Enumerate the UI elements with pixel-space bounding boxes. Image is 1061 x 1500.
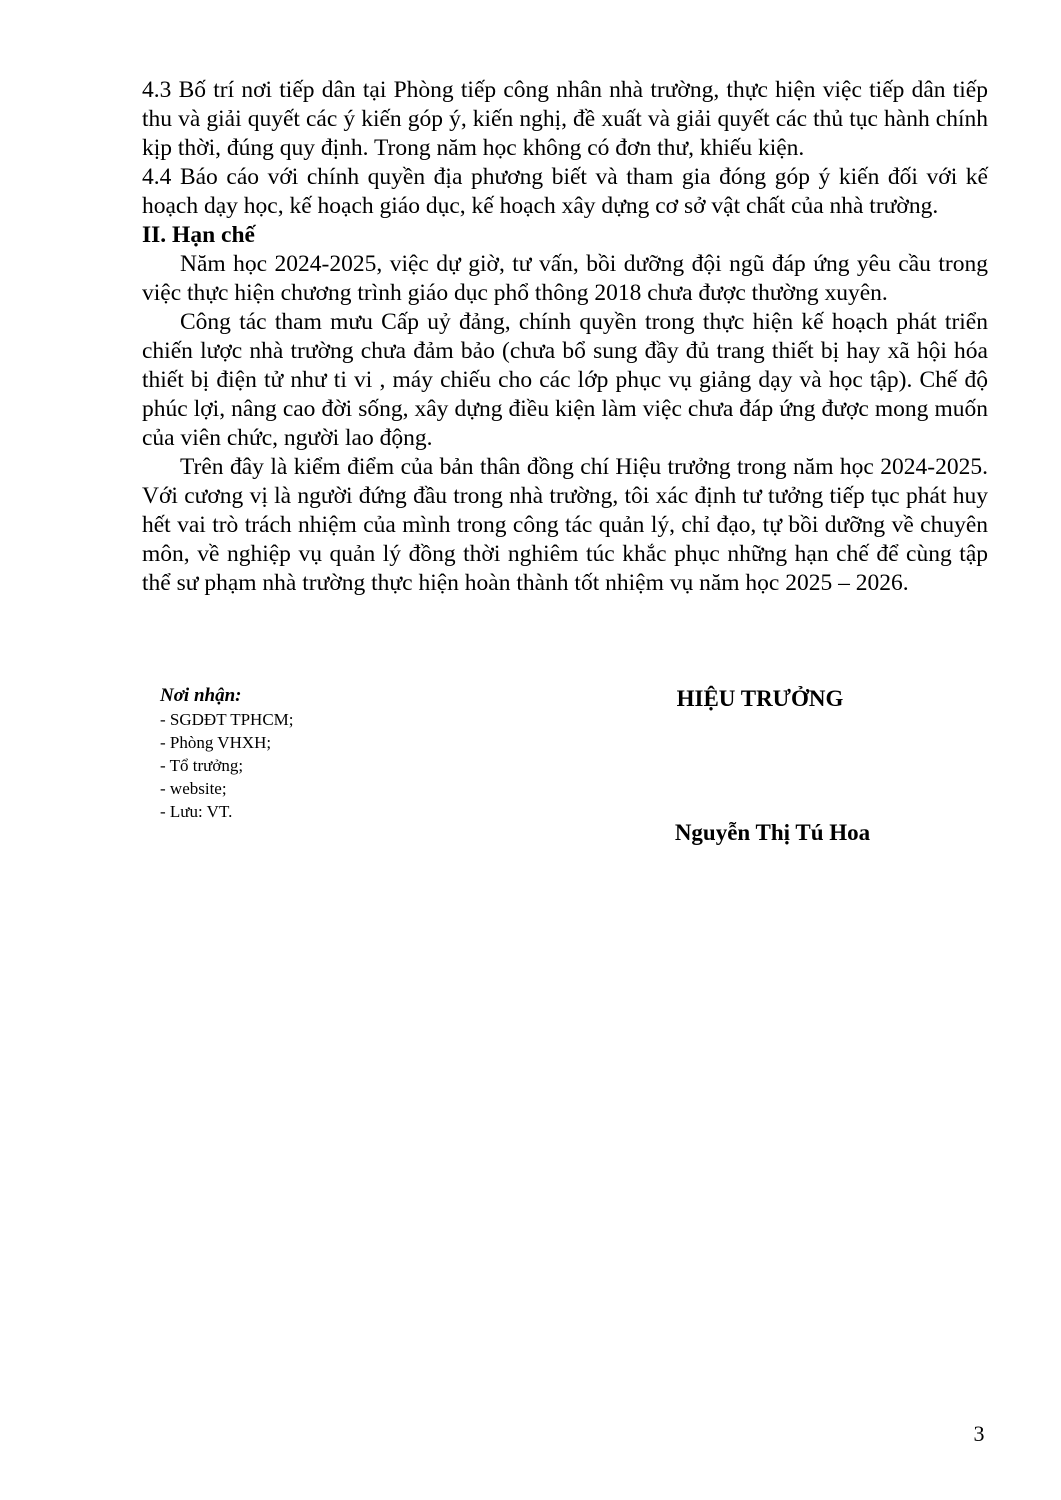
limitation-paragraph-1: Năm học 2024-2025, việc dự giờ, tư vấn, bồi dưỡng đội ngũ đáp ứng yêu cầu trong việc thực hiện chương trình giáo dục phổ thông 2018 chưa được thường xuyên. (142, 251, 988, 306)
paragraph-4-4: 4.4 Báo cáo với chính quyền địa phương biết và tham gia đóng góp ý kiến đối với kế hoạch dạy học, kế hoạch giáo dục, kế hoạch xây dựng cơ sở vật chất của nhà trường. (142, 164, 988, 219)
recipient-item: - Phòng VHXH; (160, 733, 272, 752)
paragraph-4-3: 4.3 Bố trí nơi tiếp dân tại Phòng tiếp công nhân nhà trường, thực hiện việc tiếp dân tiếp thu và giải quyết các ý kiến góp ý, kiến nghị, đề xuất và giải quyết các thủ tục hành chính kịp thời, đúng quy định. Trong năm học không có đơn thư, khiếu kiện. (142, 77, 988, 161)
section-heading-limitations: II. Hạn chế (142, 222, 255, 248)
recipients-block (160, 684, 480, 823)
signer-name: Nguyễn Thị Tú Hoa (674, 820, 871, 845)
limitation-paragraph-2: Công tác tham mưu Cấp uỷ đảng, chính quyền trong thực hiện kế hoạch phát triển chiến lược nhà trường chưa đảm bảo (chưa bổ sung đầy đủ trang thiết bị hay xã hội hóa thiết bị điện tử như ti vi , máy chiếu cho các lớp phục vụ giảng dạy và học tập). Chế độ phúc lợi, nâng cao đời sống, xây dựng điều kiện làm việc chưa đáp ứng được mong muốn của viên chức, người lao động. (142, 309, 988, 451)
recipient-item: - SGDĐT TPHCM; (160, 710, 294, 729)
recipients-label: Nơi nhận: (160, 685, 242, 706)
recipient-item: - Lưu: VT. (160, 802, 233, 821)
document-body (142, 76, 988, 598)
recipient-item: - Tổ trưởng; (160, 756, 244, 775)
recipient-item: - website; (160, 779, 227, 798)
conclusion-paragraph: Trên đây là kiểm điểm của bản thân đồng chí Hiệu trưởng trong năm học 2024-2025. Với cương vị là người đứng đầu trong nhà trường, tôi xác định tư tưởng tiếp tục phát huy hết vai trò trách nhiệm của mình trong công tác quản lý, chỉ đạo, tự bồi dưỡng về chuyên môn, về nghiệp vụ quản lý đồng thời nghiêm túc khắc phục những hạn chế để cùng tập thể sư phạm nhà trường thực hiện hoàn thành tốt nhiệm vụ năm học 2025 – 2026. (142, 454, 988, 596)
signer-title: HIỆU TRƯỞNG (676, 686, 844, 711)
recipients-list (160, 708, 480, 823)
page-number: 3 (973, 1421, 985, 1446)
